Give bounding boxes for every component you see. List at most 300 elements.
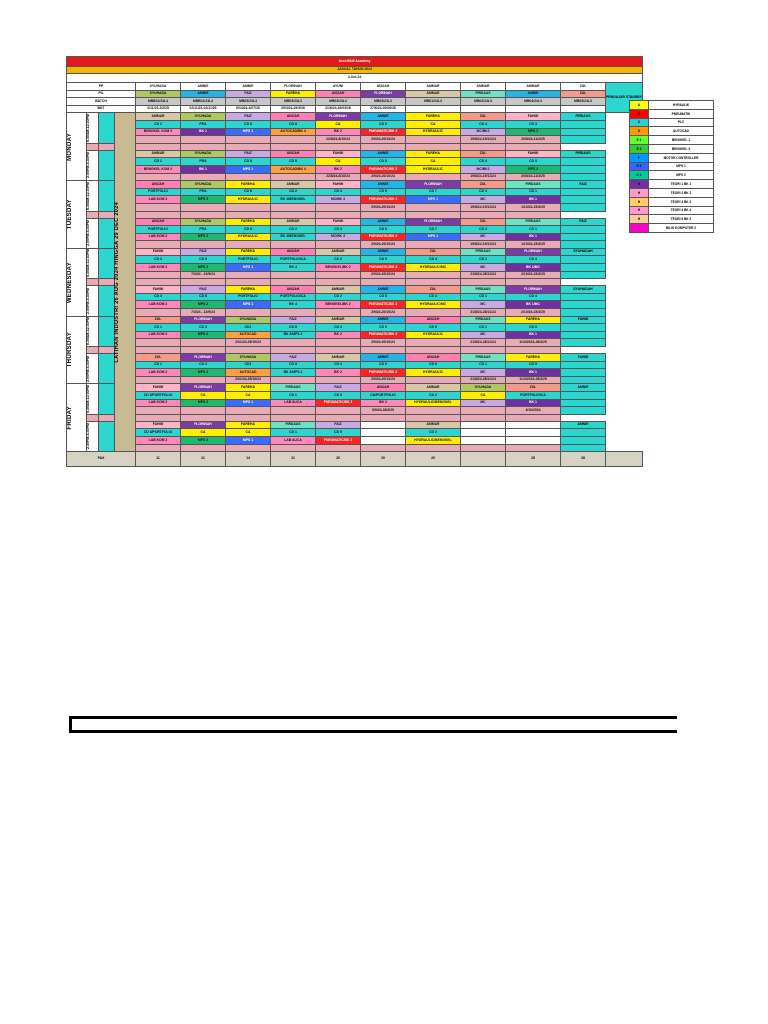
schedule-cell: [361, 436, 406, 444]
schedule-cell: ZUL: [461, 218, 506, 226]
schedule-cell: AMMAR: [316, 286, 361, 294]
schedule-cell: 21/8/24-28/11/24: [461, 376, 506, 384]
schedule-cell: [181, 376, 226, 384]
schedule-cell: 2/9/24-20/10/24: [361, 339, 406, 347]
standby-cell: [561, 293, 606, 301]
schedule-cell: FLORINAH: [181, 421, 226, 429]
schedule-cell: CD 3: [181, 361, 226, 369]
schedule-cell: [461, 407, 506, 415]
trainers_row-cell: AMMAR: [406, 83, 461, 91]
legend-row: [630, 101, 714, 110]
schedule-cell: BK 4: [271, 301, 316, 309]
time-slot: [87, 316, 99, 346]
schedule-cell: CD 6: [406, 361, 461, 369]
schedule-cell: FAREHA: [226, 248, 271, 256]
trainers_row-cell: AMMAR: [506, 83, 561, 91]
dates_row-cell: 21/6/24-30/03/26: [316, 105, 361, 113]
day-name: TUESDAY: [67, 199, 73, 230]
schedule-cell: 19/8/24-19/11/24: [461, 241, 506, 249]
spacer-cell: [406, 347, 461, 354]
schedule-cell: MC/BK 3: [316, 196, 361, 204]
schedule-cell: ANIJAH: [361, 384, 406, 392]
spacer-cell: [271, 347, 316, 354]
legend-code: E 2: [630, 144, 649, 153]
spacer-cell: [271, 143, 316, 150]
schedule-cell: CA: [181, 391, 226, 399]
schedule-cell: BK 2: [316, 128, 361, 136]
schedule-cell: CD 3: [506, 120, 561, 128]
schedule-cell: [506, 421, 561, 429]
spacer-cell: [361, 211, 406, 218]
schedule-cell: MPS 1: [226, 399, 271, 407]
spacer-cell: [99, 211, 115, 218]
schedule-cell: BK 4/BENGKEL: [271, 196, 316, 204]
schedule-cell: FAREHA: [226, 384, 271, 392]
schedule-cell: SYUHADA: [461, 384, 506, 392]
spacer-cell: [181, 347, 226, 354]
schedule-cell: FAIZ: [181, 286, 226, 294]
pil_row-label: PIL: [67, 90, 136, 98]
legend-row: [630, 224, 714, 233]
schedule-cell: CD 5: [361, 188, 406, 196]
legend-label: AUTOCAD: [649, 127, 714, 136]
schedule-cell: LAB KOM 2: [136, 331, 181, 339]
time-slot-text: 8.30AM-12.30PM: [86, 113, 90, 143]
schedule-cell: CD 4: [506, 256, 561, 264]
pax-cell: 28: [561, 452, 606, 467]
schedule-cell: ANIJAH: [406, 316, 461, 324]
standby-cell: FIRDAUS: [561, 150, 606, 158]
standby-cell: [561, 429, 606, 437]
spacer-cell: [136, 414, 181, 421]
pil_row-cell: ANIJAH: [316, 90, 361, 98]
schedule-cell: [361, 444, 406, 452]
legend-code: H: [630, 180, 649, 189]
schedule-cell: [316, 241, 361, 249]
schedule-cell: BK 2: [316, 369, 361, 377]
spacer-cell: [316, 211, 361, 218]
schedule-cell: CD 5: [506, 324, 561, 332]
schedule-cell: PRA: [181, 188, 226, 196]
schedule-cell: CA: [406, 158, 461, 166]
schedule-cell: [461, 436, 506, 444]
schedule-cell: AMMAR: [406, 384, 461, 392]
time-slot: [87, 286, 99, 316]
schedule-cell: 19/8/24-19/11/24: [461, 136, 506, 144]
schedule-cell: ZUL: [136, 354, 181, 362]
trainers_row-cell: SYUHADA: [136, 83, 181, 91]
schedule-cell: CD 1: [506, 226, 561, 234]
schedule-cell: PNEUMATIC/BK 3: [316, 436, 361, 444]
schedule-cell: AUTOCAD/BK 4: [271, 128, 316, 136]
day-label: [67, 384, 87, 452]
schedule-cell: FLORINAH: [406, 181, 461, 189]
spacer-cell: [226, 347, 271, 354]
schedule-cell: CD 3: [316, 188, 361, 196]
schedule-cell: [406, 271, 461, 279]
standby-cell: [561, 309, 606, 317]
day-name: WEDNESDAY: [67, 261, 73, 303]
spacer-cell: [181, 211, 226, 218]
schedule-cell: FIRDAUS: [461, 354, 506, 362]
schedule-cell: [226, 444, 271, 452]
schedule-cell: CA: [226, 429, 271, 437]
schedule-cell: 1/10/24-15/3/25: [506, 203, 561, 211]
schedule-cell: [316, 407, 361, 415]
schedule-cell: MC/BK2: [461, 165, 506, 173]
schedule-cell: MPS 1: [406, 233, 461, 241]
legend-code: H: [630, 188, 649, 197]
schedule-cell: FLORINAH: [506, 286, 561, 294]
gap-col: [99, 113, 115, 143]
schedule-cell: AMMAR: [316, 316, 361, 324]
spacer-cell: [136, 347, 181, 354]
schedule-cell: CD 8: [226, 120, 271, 128]
schedule-cell: HYDRAULIC/BENGKEL: [406, 436, 461, 444]
schedule-cell: [181, 444, 226, 452]
schedule-cell: CD 8: [271, 158, 316, 166]
schedule-cell: FAHMI: [316, 181, 361, 189]
dates_row-cell: 27/6/24-30/06/28: [361, 105, 406, 113]
schedule-cell: FAIZ: [271, 354, 316, 362]
schedule-cell: 22/8/24-8/10/24: [316, 173, 361, 181]
schedule-cell: AMMAR: [136, 113, 181, 121]
day-name: MONDAY: [67, 132, 73, 161]
schedule-cell: [226, 241, 271, 249]
schedule-cell: CD 8: [226, 188, 271, 196]
schedule-cell: FIRDAUS: [506, 181, 561, 189]
schedule-cell: [136, 309, 181, 317]
schedule-cell: [406, 407, 461, 415]
schedule-cell: FAHMI: [316, 150, 361, 158]
legend-label: TEORI 1 BK 1: [649, 180, 714, 189]
schedule-cell: [136, 203, 181, 211]
schedule-date: 4-Oct-24: [67, 74, 643, 83]
schedule-cell: AMMAR: [406, 421, 461, 429]
schedule-cell: [316, 339, 361, 347]
schedule-cell: CD1: [226, 361, 271, 369]
schedule-cell: MC: [461, 369, 506, 377]
schedule-cell: CD 2: [136, 158, 181, 166]
schedule-cell: PNEUMATIC/BK 3: [361, 264, 406, 272]
schedule-cell: CD 7: [406, 226, 461, 234]
spacer-cell: [461, 211, 506, 218]
time-slot-text: 8.30AM-12.30PM: [86, 249, 90, 278]
standby-cell: [561, 196, 606, 204]
dates_row-cell: 00/4/24-4/07/26: [226, 105, 271, 113]
schedule-cell: 19/8/24-19/11/24: [461, 173, 506, 181]
schedule-cell: FAREHA: [226, 181, 271, 189]
spacer-cell: [406, 143, 461, 150]
schedule-cell: CA: [316, 158, 361, 166]
standby-cell: FIRDAUS: [561, 113, 606, 121]
pil_row-cell: FAREHA: [271, 90, 316, 98]
schedule-cell: MPS 2: [506, 165, 561, 173]
spacer-cell: [87, 414, 99, 421]
pax-cell: 11: [136, 452, 181, 467]
schedule-cell: FAREHA: [506, 354, 561, 362]
spacer-cell: [461, 279, 506, 286]
legend-code: C: [630, 118, 649, 127]
spacer-cell: [316, 347, 361, 354]
schedule-cell: [136, 173, 181, 181]
schedule-cell: [461, 429, 506, 437]
legend-row: [630, 215, 714, 224]
schedule-cell: ANIJAH: [271, 286, 316, 294]
schedule-cell: CA: [461, 391, 506, 399]
spacer-cell: [87, 211, 99, 218]
spacer-cell: [406, 279, 461, 286]
schedule-cell: [506, 436, 561, 444]
legend-code: H: [630, 197, 649, 206]
time-slot: [87, 384, 99, 414]
legend-code: G 1: [630, 162, 649, 171]
schedule-cell: BK 1: [506, 233, 561, 241]
schedule-cell: CD 5: [361, 120, 406, 128]
schedule-cell: AMNIE: [361, 354, 406, 362]
pil_row-cell: FAIZ: [226, 90, 271, 98]
legend-code: B: [630, 109, 649, 118]
schedule-cell: [181, 136, 226, 144]
schedule-cell: LAB AUCA: [271, 436, 316, 444]
schedule-cell: PNEUMATIC/BK 3: [361, 128, 406, 136]
schedule-cell: [181, 241, 226, 249]
schedule-cell: FLORINAH: [406, 218, 461, 226]
schedule-cell: 21/8/24-28/11/24: [461, 309, 506, 317]
schedule-cell: FAHMI: [506, 113, 561, 121]
schedule-cell: ANIJAH: [271, 113, 316, 121]
spacer-cell: [226, 279, 271, 286]
spacer-cell: [361, 347, 406, 354]
schedule-cell: CA: [181, 429, 226, 437]
schedule-cell: 7/3/24 - 13/9/24: [181, 309, 226, 317]
schedule-cell: CD 4: [406, 256, 461, 264]
schedule-cell: [136, 444, 181, 452]
schedule-cell: BK 4/MPS 1: [271, 331, 316, 339]
timetable-grid: [66, 56, 643, 467]
schedule-cell: 2/10/24-15/3/25: [506, 271, 561, 279]
standby-cell: [561, 165, 606, 173]
schedule-cell: AMMAR: [316, 354, 361, 362]
schedule-cell: HYDRAULIC: [226, 196, 271, 204]
schedule-cell: [271, 271, 316, 279]
schedule-cell: CD 2: [271, 226, 316, 234]
schedule-cell: BK 1: [181, 165, 226, 173]
schedule-cell: MPS 2: [181, 233, 226, 241]
schedule-cell: ZUL: [461, 113, 506, 121]
schedule-cell: FAIZ: [316, 384, 361, 392]
standby-cell: [561, 339, 606, 347]
schedule-cell: ZUL: [506, 384, 561, 392]
standby-cell: SYUHADAH: [561, 286, 606, 294]
trainers_row-cell: AMNIE: [181, 83, 226, 91]
schedule-cell: CD 8: [226, 158, 271, 166]
legend-code: I: [630, 224, 649, 233]
pil_row-cell: ZUL: [561, 90, 606, 98]
schedule-cell: CD 8: [271, 361, 316, 369]
schedule-subtitle: JADUAL TAHUN 2024: [67, 67, 643, 74]
schedule-cell: FAREHA: [506, 316, 561, 324]
schedule-cell: PRA: [181, 226, 226, 234]
schedule-cell: HYDRAULIC: [406, 128, 461, 136]
schedule-cell: 23/1/24-29/10/24: [226, 376, 271, 384]
schedule-cell: MC: [461, 196, 506, 204]
legend-code: A: [630, 101, 649, 110]
schedule-cell: 5/9/24-28/3/25: [361, 407, 406, 415]
schedule-cell: CD 2: [316, 293, 361, 301]
standby-cell: FAIZ: [561, 218, 606, 226]
schedule-cell: CA: [226, 391, 271, 399]
schedule-cell: MPS 2: [181, 331, 226, 339]
legend-row: [630, 197, 714, 206]
schedule-cell: AMNIE: [361, 113, 406, 121]
schedule-cell: FAHMI: [136, 421, 181, 429]
schedule-cell: PORTFOLIO/CA: [271, 256, 316, 264]
standby-cell: [561, 226, 606, 234]
schedule-cell: BK 1: [506, 369, 561, 377]
schedule-cell: MC: [461, 264, 506, 272]
schedule-cell: 21/8/24-28/11/24: [461, 271, 506, 279]
standby-cell: [561, 136, 606, 144]
bottom-border-bar: [69, 716, 677, 733]
spacer-cell: [87, 143, 99, 150]
standby-cell: FAIZ: [561, 181, 606, 189]
schedule-cell: MPS 2: [181, 196, 226, 204]
dates_row-cell: 02/11/23-02/11/26: [181, 105, 226, 113]
schedule-cell: CD 5: [361, 158, 406, 166]
schedule-cell: [226, 136, 271, 144]
schedule-cell: [271, 339, 316, 347]
schedule-cell: CD 3: [181, 324, 226, 332]
schedule-cell: BK 1/MC: [506, 264, 561, 272]
standby-cell: [561, 369, 606, 377]
trainers_row-cell: AYUNI: [316, 83, 361, 91]
schedule-cell: PNEUMATIC/BK 3: [316, 399, 361, 407]
time-slot-text: 2.30PM-4.30PM: [86, 423, 90, 450]
legend-label: BENGKEL 1: [649, 136, 714, 145]
schedule-cell: [271, 136, 316, 144]
schedule-cell: ZUL: [406, 248, 461, 256]
day-name: THURSDAY: [67, 332, 73, 368]
schedule-cell: AMNIE: [361, 316, 406, 324]
schedule-cell: AMNIE: [361, 248, 406, 256]
pil_row-cell: AMNIE: [181, 90, 226, 98]
legend-label: TEORI 5 BK 5: [649, 215, 714, 224]
schedule-cell: CA/PORTFOLIO: [361, 391, 406, 399]
gap-col: [99, 248, 115, 278]
day-label: [67, 181, 87, 249]
schedule-cell: MPS 2: [181, 301, 226, 309]
standby-cell: [561, 271, 606, 279]
schedule-cell: CD 5: [316, 429, 361, 437]
gap-col: [99, 354, 115, 384]
schedule-cell: PRA: [181, 158, 226, 166]
schedule-cell: LAB KOM 2: [136, 369, 181, 377]
schedule-cell: [181, 203, 226, 211]
schedule-cell: AMMAR: [271, 181, 316, 189]
batch_row-cell: MBB01/23L3: [181, 98, 226, 106]
schedule-cell: BENGKEL/BK 2: [316, 264, 361, 272]
standby-cell: FAHMI: [561, 316, 606, 324]
schedule-cell: [461, 444, 506, 452]
standby-cell: FAHMI: [561, 354, 606, 362]
schedule-cell: CD 2: [406, 391, 461, 399]
schedule-cell: MC: [461, 331, 506, 339]
gap-col: [99, 150, 115, 180]
standby-cell: [561, 128, 606, 136]
schedule-cell: BK 2: [316, 165, 361, 173]
spacer-cell: [316, 279, 361, 286]
schedule-cell: AUTOCAD: [226, 331, 271, 339]
schedule-cell: CD 1: [506, 188, 561, 196]
schedule-cell: FAHMI: [136, 248, 181, 256]
batch_row-cell: MB01/24L3: [406, 98, 461, 106]
schedule-cell: [226, 309, 271, 317]
standby-cell: SYUHADAH: [561, 248, 606, 256]
schedule-cell: 2/9/24-20/10/24: [361, 376, 406, 384]
pil_row-cell: AMNIE: [506, 90, 561, 98]
schedule-cell: MC/BK2: [461, 128, 506, 136]
schedule-cell: ANIJAH: [406, 354, 461, 362]
schedule-cell: [316, 309, 361, 317]
dates_row-cell: [461, 105, 506, 113]
schedule-cell: [361, 421, 406, 429]
schedule-cell: ANIJAH: [271, 248, 316, 256]
schedule-cell: CD 1: [136, 361, 181, 369]
spacer-cell: [99, 279, 115, 286]
schedule-cell: HYDRAULIC/MC: [406, 264, 461, 272]
legend-label: TEORI 4 BK 4: [649, 206, 714, 215]
legend-row: [630, 153, 714, 162]
schedule-cell: CD 3/PORTFOLIO: [136, 391, 181, 399]
spacer-cell: [271, 279, 316, 286]
schedule-cell: [181, 339, 226, 347]
spacer-cell: [87, 347, 99, 354]
schedule-cell: [136, 241, 181, 249]
schedule-cell: MPS 1: [226, 264, 271, 272]
schedule-cell: FAIZ: [271, 316, 316, 324]
schedule-cell: FAHMI: [136, 286, 181, 294]
schedule-cell: [316, 444, 361, 452]
schedule-cell: HYDRAULIC/MC: [406, 301, 461, 309]
dates_row-cell: [406, 105, 461, 113]
pax-cell: 14: [226, 452, 271, 467]
schedule-cell: AMNIE: [361, 181, 406, 189]
spacer-cell: [136, 143, 181, 150]
schedule-cell: FAHMI: [136, 384, 181, 392]
schedule-cell: FLORINAH: [506, 248, 561, 256]
schedule-cell: FIRDAUS: [461, 316, 506, 324]
schedule-cell: CD 1: [461, 256, 506, 264]
pil_row-cell: AMMAR: [406, 90, 461, 98]
dates_row-cell: 29/3/24-29/3/26: [271, 105, 316, 113]
schedule-cell: FAREHA: [406, 150, 461, 158]
schedule-cell: FAREHA: [226, 286, 271, 294]
legend-label: BENGKEL 3: [649, 144, 714, 153]
schedule-cell: HYDRAULIC: [226, 233, 271, 241]
schedule-cell: MPS 1: [406, 196, 461, 204]
schedule-cell: 2/9/24-20/10/24: [361, 173, 406, 181]
schedule-cell: CD 8: [181, 256, 226, 264]
spacer-cell: [506, 279, 561, 286]
schedule-cell: AMMAR: [136, 150, 181, 158]
schedule-cell: LAB KOM 2: [136, 301, 181, 309]
schedule-cell: CD 2: [136, 120, 181, 128]
schedule-cell: [406, 309, 461, 317]
schedule-cell: CD 7: [406, 188, 461, 196]
dates_row-cell: [506, 105, 561, 113]
schedule-cell: BENGKEL KOM 2: [136, 128, 181, 136]
